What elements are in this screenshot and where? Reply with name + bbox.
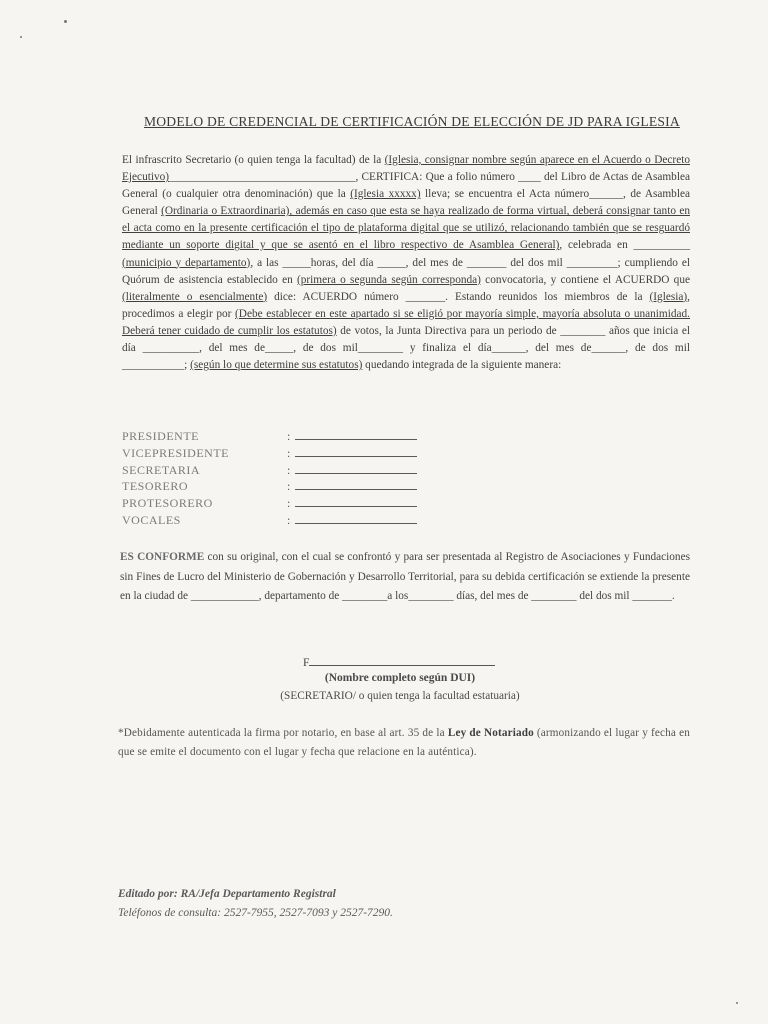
officer-row bbox=[122, 495, 442, 512]
officer-row bbox=[122, 428, 442, 445]
footer-phones: Teléfonos de consulta: 2527-7955, 2527-7093 y 2527-7290. bbox=[118, 907, 393, 919]
signature-prefix: F bbox=[303, 657, 310, 669]
officer-label: SECRETARIA bbox=[122, 462, 201, 477]
note-text: *Debidamente autenticada la firma por notario, en base al art. 35 de la bbox=[118, 727, 448, 739]
officer-colon: : bbox=[287, 512, 291, 527]
signature-line bbox=[303, 654, 495, 669]
officer-blank-line bbox=[295, 495, 417, 507]
officer-label: TESORERO bbox=[122, 479, 189, 494]
body-underlined: (Iglesia) bbox=[649, 290, 688, 303]
body-text: , a las _____horas, del día _____, del mes de _______ del dos mil _________; cumpliendo el Quórum de asistencia establecido en bbox=[122, 256, 690, 286]
officer-blank-line bbox=[295, 445, 417, 457]
officer-blank-line bbox=[295, 512, 417, 524]
officer-colon: : bbox=[287, 462, 291, 477]
officer-blank-line bbox=[295, 478, 417, 490]
conforme-text: con su original, con el cual se confrontó y para ser presentada al Registro de Asociaciones y Fundaciones sin Fines de Lucro del Ministerio de Gobernación y Desarrollo Territorial, para su debida certificación se extiende la presente en la ciudad de ____________, departamento de ________a los________ días, del mes de ________ del dos mil _______. bbox=[120, 551, 690, 602]
body-underlined: (Ordinaria o Extraordinaria), además en caso que esta se haya realizado de forma virtual, deberá consignar tanto en el acta como en la presente certificación el tipo de plataforma digital que se utilizó, relacionando también que se resguardó mediante un soporte digital y que se asentó en el libro respectivo de Asamblea General) bbox=[122, 205, 690, 252]
footer-edited-by: Editado por: RA/Jefa Departamento Registral bbox=[118, 888, 336, 900]
signature-role: (SECRETARIO/ o quien tenga la facultad estatuaria) bbox=[280, 690, 520, 702]
body-text: quedando integrada de la siguiente manera: bbox=[362, 359, 562, 372]
note-text: (armonizando el lugar y fecha en que se emite el documento con el lugar y fecha que relacione en la auténtica). bbox=[118, 727, 690, 758]
body-underlined: (literalmente o esencialmente) bbox=[122, 290, 268, 303]
conformity-paragraph bbox=[120, 548, 690, 607]
officer-row bbox=[122, 462, 442, 479]
body-text: El infrascrito Secretario (o quien tenga la facultad) de la bbox=[122, 154, 385, 166]
body-text: _________________________________, CERTIFICA: Que a folio número ____ del Libro de Actas de Asamblea General (o cualquier otra denominación) que la bbox=[122, 171, 690, 201]
document-title: MODELO DE CREDENCIAL DE CERTIFICACIÓN DE ELECCIÓN DE JD PARA IGLESIA bbox=[144, 114, 680, 129]
officer-row bbox=[122, 512, 442, 529]
officer-row bbox=[122, 445, 442, 462]
body-text: dice: ACUERDO número _______. Estando reunidos los miembros de la bbox=[267, 290, 650, 303]
body-underlined: (según lo que determine sus estatutos) bbox=[190, 359, 363, 372]
body-underlined: (Iglesia, consignar nombre según aparece en el Acuerdo o Decreto Ejecutivo) bbox=[122, 154, 690, 184]
officer-colon: : bbox=[287, 479, 291, 494]
officer-label: PROTESORERO bbox=[122, 496, 213, 511]
body-underlined: (Debe establecer en este apartado si se eligió por mayoría simple, mayoría absoluta o unanimidad. Deberá tener cuidado de cumplir los estatutos) bbox=[122, 307, 690, 337]
notary-note bbox=[118, 724, 690, 762]
body-text: convocatoria, y contiene el ACUERDO que bbox=[480, 273, 690, 286]
officer-colon: : bbox=[287, 429, 291, 443]
officer-row bbox=[122, 478, 442, 495]
scan-speck bbox=[736, 1002, 738, 1004]
scan-speck bbox=[64, 20, 67, 23]
body-underlined: (primera o segunda según corresponda) bbox=[297, 273, 481, 286]
body-text: , procedimos a elegir por bbox=[122, 290, 690, 320]
note-law: Ley de Notariado bbox=[447, 727, 534, 739]
footer bbox=[118, 885, 393, 923]
body-text: de votos, la Junta Directiva para un periodo de ________ años que inicia el día __________, del mes de_____, de dos mil________ y finaliza el día______, del mes de______, de dos mil ___________; bbox=[122, 324, 690, 372]
body-text: lleva; se encuentra el Acta número______, de Asamblea General bbox=[122, 188, 690, 218]
signature-name: (Nombre completo según DUI) bbox=[324, 672, 476, 684]
body-underlined: (municipio y departamento) bbox=[122, 256, 251, 269]
scan-speck bbox=[20, 36, 22, 38]
officer-colon: : bbox=[287, 496, 291, 511]
officer-label: VICEPRESIDENTE bbox=[122, 445, 229, 460]
board-officers-list bbox=[122, 428, 442, 529]
body-text: , celebrada en __________ bbox=[559, 239, 690, 252]
officer-colon: : bbox=[287, 445, 291, 460]
certification-paragraph bbox=[122, 152, 690, 374]
officer-blank-line bbox=[295, 462, 417, 474]
officer-label: VOCALES bbox=[122, 512, 181, 527]
conforme-heading: ES CONFORME bbox=[120, 551, 205, 563]
officer-label: PRESIDENTE bbox=[122, 429, 199, 443]
officer-blank-line bbox=[295, 428, 417, 440]
signature-blank bbox=[309, 654, 495, 666]
body-underlined: (Iglesia xxxxx) bbox=[350, 188, 421, 201]
